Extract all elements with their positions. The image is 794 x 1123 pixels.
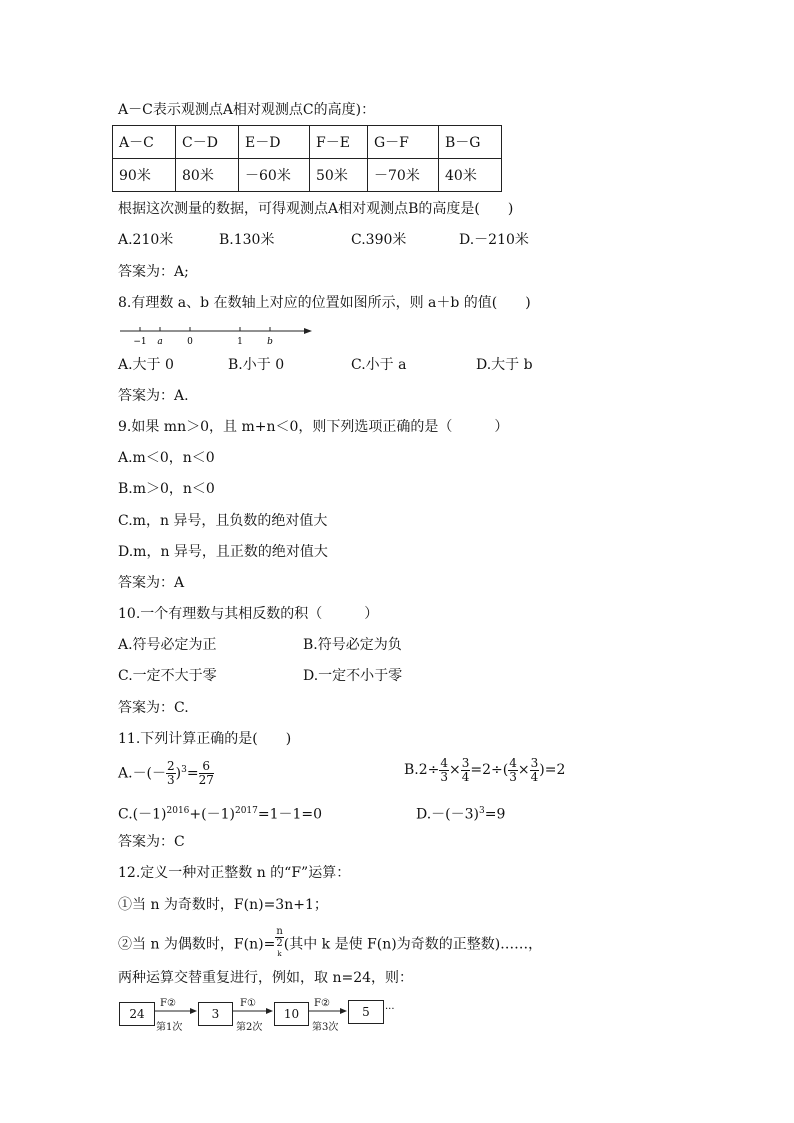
q10-option-d: D.一定不小于零 (303, 668, 403, 684)
q11-c-text: +(－1) (189, 806, 235, 823)
q7-answer: 答案为：A; (118, 264, 189, 280)
flow-step-label: 第3次 (312, 1022, 339, 1033)
table-header-cell: F－E (310, 126, 368, 159)
flow-op-label: F② (160, 998, 176, 1009)
q10-option-b: B.符号必定为负 (303, 637, 402, 653)
fraction-numerator: 6 (199, 760, 214, 774)
q12-example-text: 两种运算交替重复进行，例如，取 n=24，则： (118, 970, 414, 986)
flow-op-label: F② (314, 998, 330, 1009)
number-line-tick-label: 0 (187, 337, 193, 347)
flow-arrow-icon (154, 1006, 198, 1016)
times-sign: × (517, 762, 530, 778)
exponent: 2017 (234, 806, 258, 816)
fraction (530, 757, 540, 784)
flow-ellipsis: ··· (385, 1004, 395, 1015)
q12-question: 12.定义一种对正整数 n 的“F”运算： (118, 865, 351, 881)
table-cell: 90米 (113, 159, 176, 192)
fraction-numerator: n (276, 926, 283, 937)
fraction-denominator: 3 (509, 769, 517, 784)
exponent: k (277, 950, 282, 958)
q11-answer: 答案为：C (118, 834, 185, 850)
number-line-tick-label: b (267, 337, 273, 347)
table-header-cell: G－F (368, 126, 439, 159)
exponent: 3 (181, 765, 187, 775)
q11-option-c (118, 801, 322, 825)
q11-c-text: C.(－1) (118, 806, 167, 823)
q11-a-paren: ) (175, 765, 182, 782)
q11-a-equals: = (186, 765, 199, 782)
height-difference-table (112, 125, 502, 192)
exponent: 3 (479, 806, 485, 816)
table-header-cell: A－C (113, 126, 176, 159)
table-cell: －70米 (368, 159, 439, 192)
flow-value-box: 24 (119, 1002, 155, 1026)
flow-value-box: 5 (348, 1000, 384, 1024)
q9-option-a: A.m＜0，n＜0 (118, 450, 215, 466)
table-header-row (113, 126, 502, 159)
q10-answer: 答案为：C. (118, 700, 189, 716)
number-line-tick-label: 1 (237, 337, 243, 347)
fraction-denominator: 4 (530, 769, 539, 784)
q11-d-text: =9 (484, 806, 506, 823)
flow-value-box: 10 (274, 1002, 309, 1026)
q11-question: 11.下列计算正确的是( ) (118, 731, 292, 747)
q11-b-label: B.2÷ (404, 762, 440, 778)
q7-option-d: D.－210米 (459, 232, 529, 248)
table-caption: A－C表示观测点A相对观测点C的高度)： (118, 102, 376, 118)
fraction-numerator: 3 (530, 755, 539, 770)
q12-rule-even (118, 926, 542, 963)
q10-option-c: C.一定不大于零 (118, 668, 217, 684)
q8-option-b: B.小于 0 (228, 357, 285, 373)
q7-option-c: C.390米 (351, 232, 407, 248)
q9-option-c: C.m，n 异号，且负数的绝对值大 (118, 513, 328, 529)
q8-option-d: D.大于 b (476, 357, 533, 373)
fraction-numerator: 2 (167, 759, 175, 774)
table-header-cell: C－D (176, 126, 239, 159)
q11-a-text: －(－ (132, 765, 167, 782)
table-cell: 40米 (439, 159, 502, 192)
q11-option-a (118, 754, 214, 790)
q8-option-a: A.大于 0 (118, 357, 174, 373)
fraction (275, 926, 283, 963)
fraction-numerator: 4 (509, 755, 517, 770)
fraction (166, 760, 176, 787)
flow-arrow-icon (308, 1006, 348, 1016)
number-line-tick-label: −1 (133, 337, 147, 347)
table-cell: －60米 (239, 159, 310, 192)
fraction-denominator: 4 (461, 769, 470, 784)
fraction-denominator (275, 938, 283, 963)
q11-b-mid: =2÷( (470, 762, 509, 778)
fraction-denominator: 3 (167, 773, 175, 788)
q7-option-a: A.210米 (118, 232, 174, 248)
q12-rule-odd: ①当 n 为奇数时，F(n)=3n+1； (118, 897, 328, 913)
fraction (439, 757, 449, 784)
flow-value-box: 3 (198, 1002, 233, 1026)
q11-a-label: A. (118, 765, 133, 782)
table-value-row (113, 159, 502, 192)
q11-c-text: =1－1=0 (257, 806, 323, 823)
table-cell: 50米 (310, 159, 368, 192)
table-header-cell: E－D (239, 126, 310, 159)
number-line (118, 318, 318, 348)
fraction-numerator: 4 (440, 755, 449, 770)
q11-option-d (416, 801, 505, 825)
times-sign: × (449, 762, 461, 778)
fraction-denominator: 27 (198, 773, 214, 788)
q9-option-b: B.m＞0，n＜0 (118, 481, 215, 497)
flow-step-label: 第1次 (156, 1022, 183, 1033)
q9-answer: 答案为：A (118, 575, 185, 591)
q10-question: 10.一个有理数与其相反数的积（ ） (118, 606, 379, 622)
q8-answer: 答案为：A. (118, 388, 189, 404)
q10-option-a: A.符号必定为正 (118, 637, 217, 653)
fraction-denominator-base: 2 (276, 938, 283, 949)
q8-option-c: C.小于 a (351, 357, 407, 373)
number-line-arrow-icon (304, 328, 312, 334)
q8-question: 8.有理数 a、b 在数轴上对应的位置如图所示，则 a＋b 的值( ) (118, 295, 531, 311)
q11-option-b (404, 754, 565, 786)
fraction (508, 757, 518, 784)
q9-question: 9.如果 mn＞0，且 m+n＜0，则下列选项正确的是（ ） (118, 419, 509, 435)
table-cell: 80米 (176, 159, 239, 192)
flow-step-label: 第2次 (236, 1022, 263, 1033)
fraction (461, 757, 471, 784)
q9-option-d: D.m，n 异号，且正数的绝对值大 (118, 544, 328, 560)
fraction-denominator: 3 (440, 769, 449, 784)
q12-rule-even-text: ②当 n 为偶数时，F(n)= (118, 936, 276, 953)
fraction (199, 760, 214, 787)
q11-b-end: )=2 (539, 762, 566, 778)
q12-rule-even-text: (其中 k 是使 F(n)为奇数的正整数)……， (283, 936, 543, 953)
table-header-cell: B－G (439, 126, 502, 159)
flow-op-label: F① (240, 998, 256, 1009)
q11-d-text: D.－(－3) (416, 806, 480, 823)
number-line-tick-label: a (157, 337, 163, 347)
fraction-numerator: 3 (461, 755, 470, 770)
exponent: 2016 (166, 806, 190, 816)
flow-arrow-icon (232, 1006, 274, 1016)
q7-option-b: B.130米 (219, 232, 275, 248)
q7-question: 根据这次测量的数据，可得观测点A相对观测点B的高度是( ) (118, 201, 514, 217)
